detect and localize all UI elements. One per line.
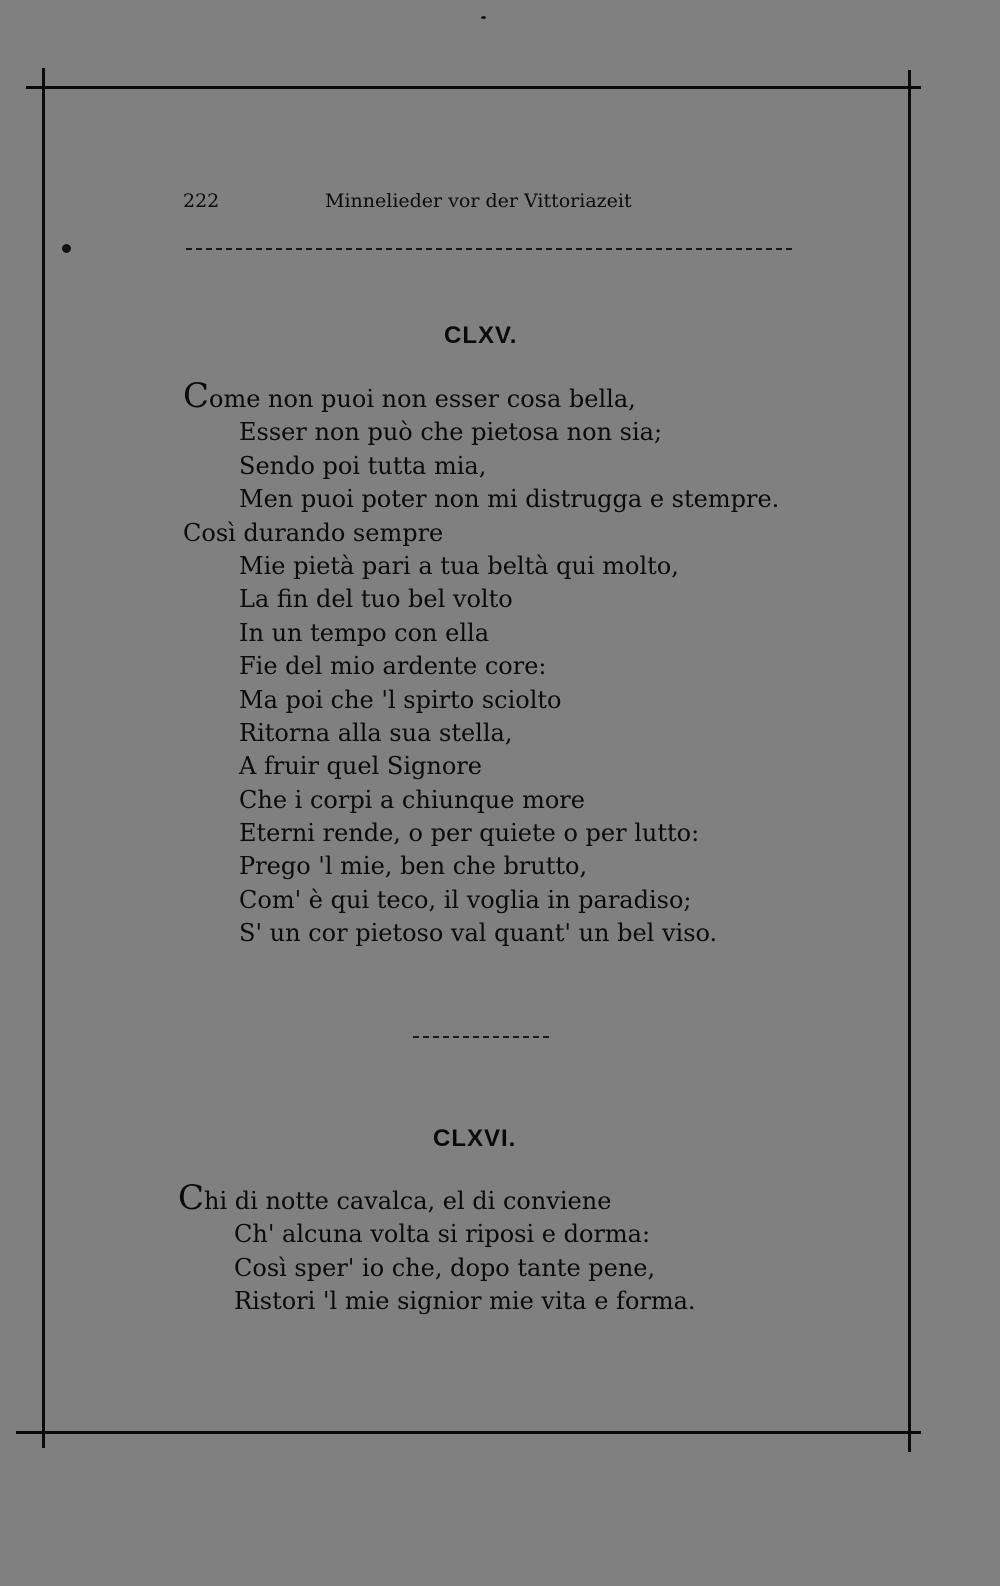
verse-line: Mie pietà pari a tua beltà qui molto, <box>239 551 679 580</box>
running-header <box>183 190 653 216</box>
header-rule <box>186 248 792 250</box>
frame-bottom-rule <box>16 1431 921 1434</box>
verse-line <box>178 1178 696 1218</box>
verse-line: Così durando sempre <box>183 518 444 547</box>
verse-line: Com' è qui teco, il voglia in paradiso; <box>239 885 692 914</box>
scan-speck <box>62 244 71 253</box>
verse-line: Ma poi che 'l spirto sciolto <box>239 685 562 714</box>
verse-line-text: hi di notte cavalca, el di conviene <box>204 1187 612 1215</box>
page-number: 222 <box>183 190 220 212</box>
verse-line: A fruir quel Signore <box>239 752 482 781</box>
poem-number: CLXV. <box>444 322 518 349</box>
scan-speck <box>481 16 486 19</box>
verse-line: Così sper' io che, dopo tante pene, <box>234 1253 656 1282</box>
initial-letter: C <box>178 1178 205 1218</box>
verse-line: Men puoi poter non mi distrugga e stempre. <box>239 485 780 514</box>
verse-line: La fin del tuo bel volto <box>239 585 513 614</box>
verse-line: Eterni rende, o per quiete o per lutto: <box>239 819 700 848</box>
verse-line <box>183 376 779 416</box>
poem-number: CLXVI. <box>433 1125 517 1152</box>
verse-line: Esser non può che pietosa non sia; <box>239 418 663 447</box>
verse-line: Ch' alcuna volta si riposi e dorma: <box>234 1220 651 1249</box>
section-divider <box>413 1036 549 1038</box>
frame-top-rule <box>26 86 921 89</box>
verse-line: S' un cor pietoso val quant' un bel viso. <box>239 919 718 948</box>
initial-letter: C <box>183 376 210 416</box>
running-title: Minnelieder vor der Vittoriazeit <box>325 190 632 212</box>
verse-line: Sendo poi tutta mia, <box>239 451 487 480</box>
verse-line-text: ome non puoi non esser cosa bella, <box>209 385 636 413</box>
verse-line: Prego 'l mie, ben che brutto, <box>239 852 588 881</box>
frame-left-rule <box>42 68 45 1448</box>
verse-line: Ritorna alla sua stella, <box>239 718 513 747</box>
verse-line: Ristori 'l mie signior mie vita e forma. <box>234 1287 696 1316</box>
verse-line: Fie del mio ardente core: <box>239 652 547 681</box>
poem-verse <box>183 376 780 951</box>
verse-line: Che i corpi a chiunque more <box>239 785 585 814</box>
poem-verse <box>178 1178 696 1319</box>
frame-right-rule <box>908 70 911 1452</box>
verse-line: In un tempo con ella <box>239 618 489 647</box>
